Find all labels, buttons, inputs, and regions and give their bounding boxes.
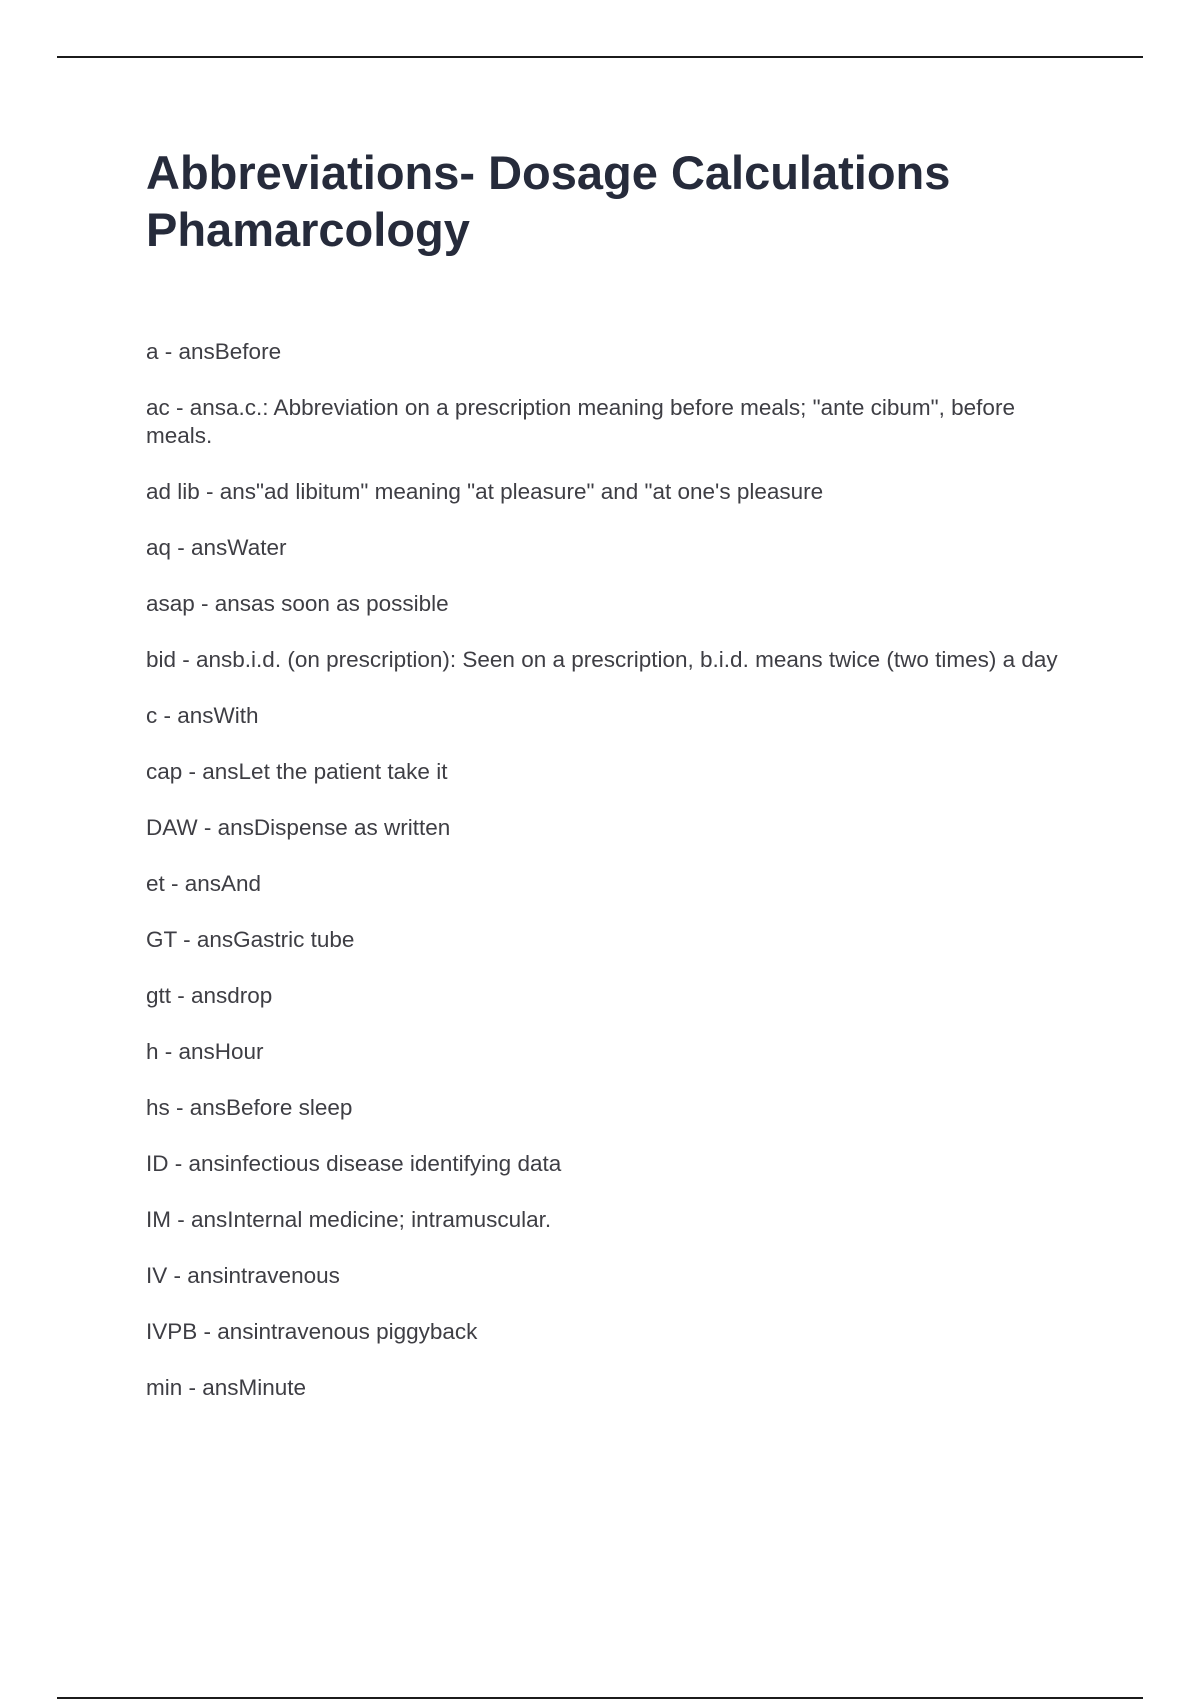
list-item: ID - ansinfectious disease identifying data [146,1151,562,1176]
list-item: ad lib - ans"ad libitum" meaning "at pleasure" and "at one's pleasure [146,479,824,504]
list-item: asap - ansas soon as possible [146,591,449,616]
list-item: IM - ansInternal medicine; intramuscular. [146,1207,552,1232]
abbreviation-list [146,338,1086,1430]
list-item: IVPB - ansintravenous piggyback [146,1319,478,1344]
title-line-1: Abbreviations- Dosage Calculations [146,146,951,199]
bottom-divider [57,1697,1143,1699]
list-item: GT - ansGastric tube [146,927,355,952]
list-item: et - ansAnd [146,871,262,896]
list-item: gtt - ansdrop [146,983,273,1008]
list-item: DAW - ansDispense as written [146,815,451,840]
list-item: cap - ansLet the patient take it [146,759,448,784]
list-item: h - ansHour [146,1039,264,1064]
list-item: ac - ansa.c.: Abbreviation on a prescription meaning before meals; "ante cibum", before meals. [146,395,1015,448]
page-title [146,144,1106,258]
title-line-2: Phamarcology [146,203,470,256]
list-item: bid - ansb.i.d. (on prescription): Seen on a prescription, b.i.d. means twice (two times) a day [146,647,1058,672]
top-divider [57,56,1143,58]
list-item: IV - ansintravenous [146,1263,340,1288]
list-item: aq - ansWater [146,535,287,560]
list-item: c - ansWith [146,703,259,728]
list-item: a - ansBefore [146,339,282,364]
list-item: min - ansMinute [146,1375,307,1400]
list-item: hs - ansBefore sleep [146,1095,353,1120]
